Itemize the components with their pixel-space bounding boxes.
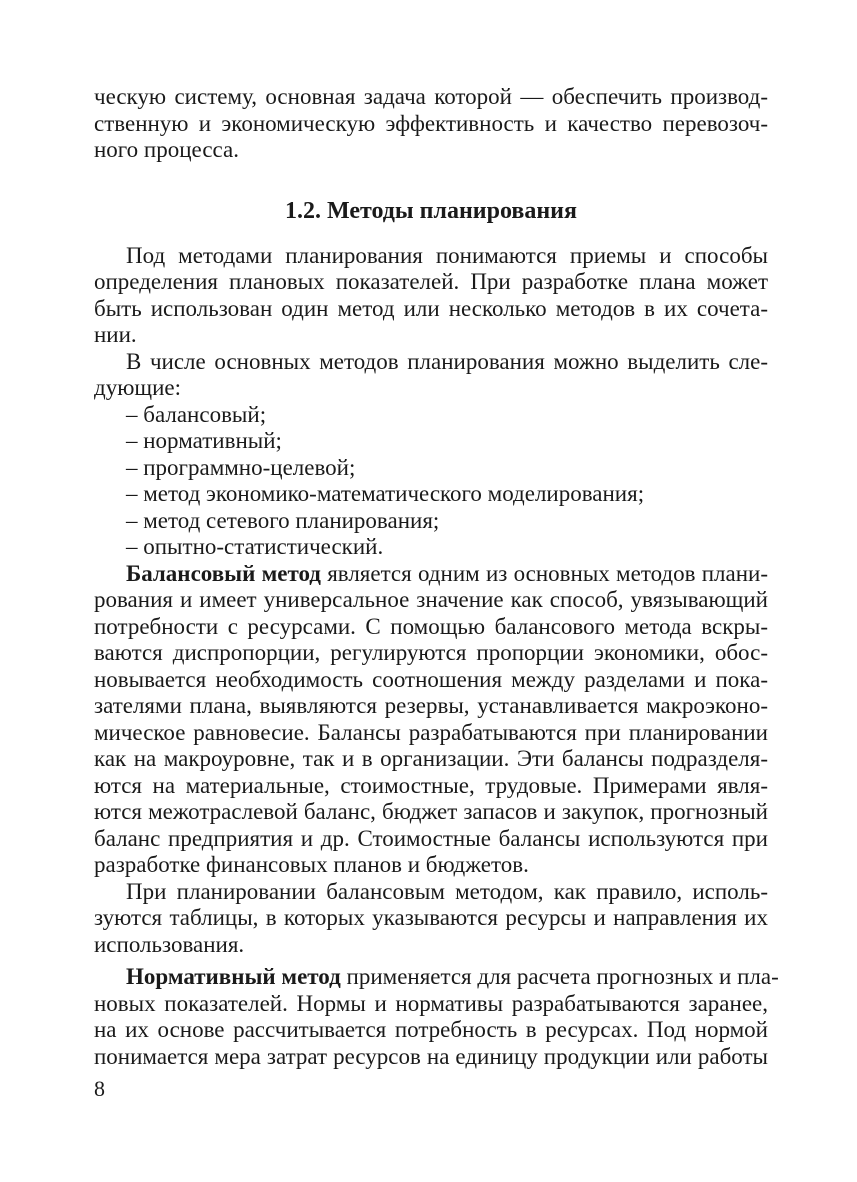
paragraph-balance-method	[94, 561, 768, 879]
section-title: 1.2. Методы планирования	[285, 197, 577, 224]
list-item: – балансовый;	[126, 401, 267, 427]
text-line: новывается необходимость соотношения между разделами и пока-	[94, 666, 768, 692]
text-line: как на макроуровне, так и в организации. Эти балансы подразделя-	[94, 746, 768, 771]
list-item: – программно-целевой;	[126, 454, 356, 480]
text-line: использования.	[94, 931, 245, 957]
term-normative-method: Нормативный метод	[126, 964, 341, 989]
text-line: зуются таблицы, в которых указываются ресурсы и направления их	[94, 905, 768, 930]
methods-list	[94, 402, 768, 561]
term-balance-method: Балансовый метод	[126, 560, 321, 586]
text-line: потребности с ресурсами. С помощью балансового метода вскры-	[94, 613, 768, 639]
intro-paragraph	[94, 84, 768, 164]
text-line: нии.	[94, 322, 137, 347]
text-line: быть использован один метод или несколько методов в их сочета-	[94, 295, 768, 321]
paragraph-methods-definition	[94, 243, 768, 349]
page-body	[94, 84, 779, 1070]
text-fragment: применяется для расчета прогнозных и пла-	[340, 964, 779, 989]
text-line: понимается мера затрат ресурсов на единицу продукции или работы	[94, 1043, 768, 1069]
text-line: В числе основных методов планирования можно выделить сле-	[126, 348, 768, 374]
text-fragment: является одним из основных методов плани-	[320, 560, 768, 586]
text-line: дующие:	[94, 375, 182, 400]
text-line: Под методами планирования понимаются приемы и способы	[126, 242, 768, 268]
list-item: – опытно-статистический.	[126, 534, 384, 559]
text-line	[94, 964, 779, 991]
text-line: на их основе рассчитывается потребность в ресурсах. Под нормой	[94, 1017, 768, 1042]
text-line: рования и имеет универсальное значение как способ, увязывающий	[94, 587, 768, 612]
text-line: новых показателей. Нормы и нормативы разрабатываются заранее,	[94, 990, 768, 1016]
text-line: При планировании балансовым методом, как правило, исполь-	[126, 878, 768, 904]
paragraph-balance-tables	[94, 879, 768, 959]
text-line: определения плановых показателей. При разработке плана может	[94, 269, 768, 294]
text-line: ческую систему, основная задача которой — обеспечить производ-	[94, 84, 768, 109]
text-line: баланс предприятия и др. Стоимостные балансы используются при	[94, 825, 768, 851]
text-line: ного процесса.	[94, 137, 239, 162]
page-number: 8	[94, 1076, 105, 1101]
text-line: ваются диспропорции, регулируются пропорции экономики, обос-	[94, 640, 768, 665]
list-item: – метод экономико-математического моделирования;	[126, 481, 645, 506]
text-line	[94, 561, 768, 588]
text-line: ются межотраслевой баланс, бюджет запасов и закупок, прогнозный	[94, 799, 768, 824]
paragraph-methods-intro	[94, 349, 768, 402]
list-item: – метод сетевого планирования;	[126, 507, 440, 533]
list-item: – нормативный;	[126, 428, 282, 453]
text-line: ственную и экономическую эффективность и качество перевозоч-	[94, 110, 768, 136]
text-line: мическое равновесие. Балансы разрабатываются при планировании	[94, 719, 768, 745]
paragraph-normative-method	[94, 964, 779, 1070]
text-line: разработке финансовых планов и бюджетов.	[94, 852, 529, 877]
text-line: ются на материальные, стоимостные, трудовые. Примерами явля-	[94, 772, 768, 798]
text-line: зателями плана, выявляются резервы, устанавливается макроэконо-	[94, 693, 768, 718]
